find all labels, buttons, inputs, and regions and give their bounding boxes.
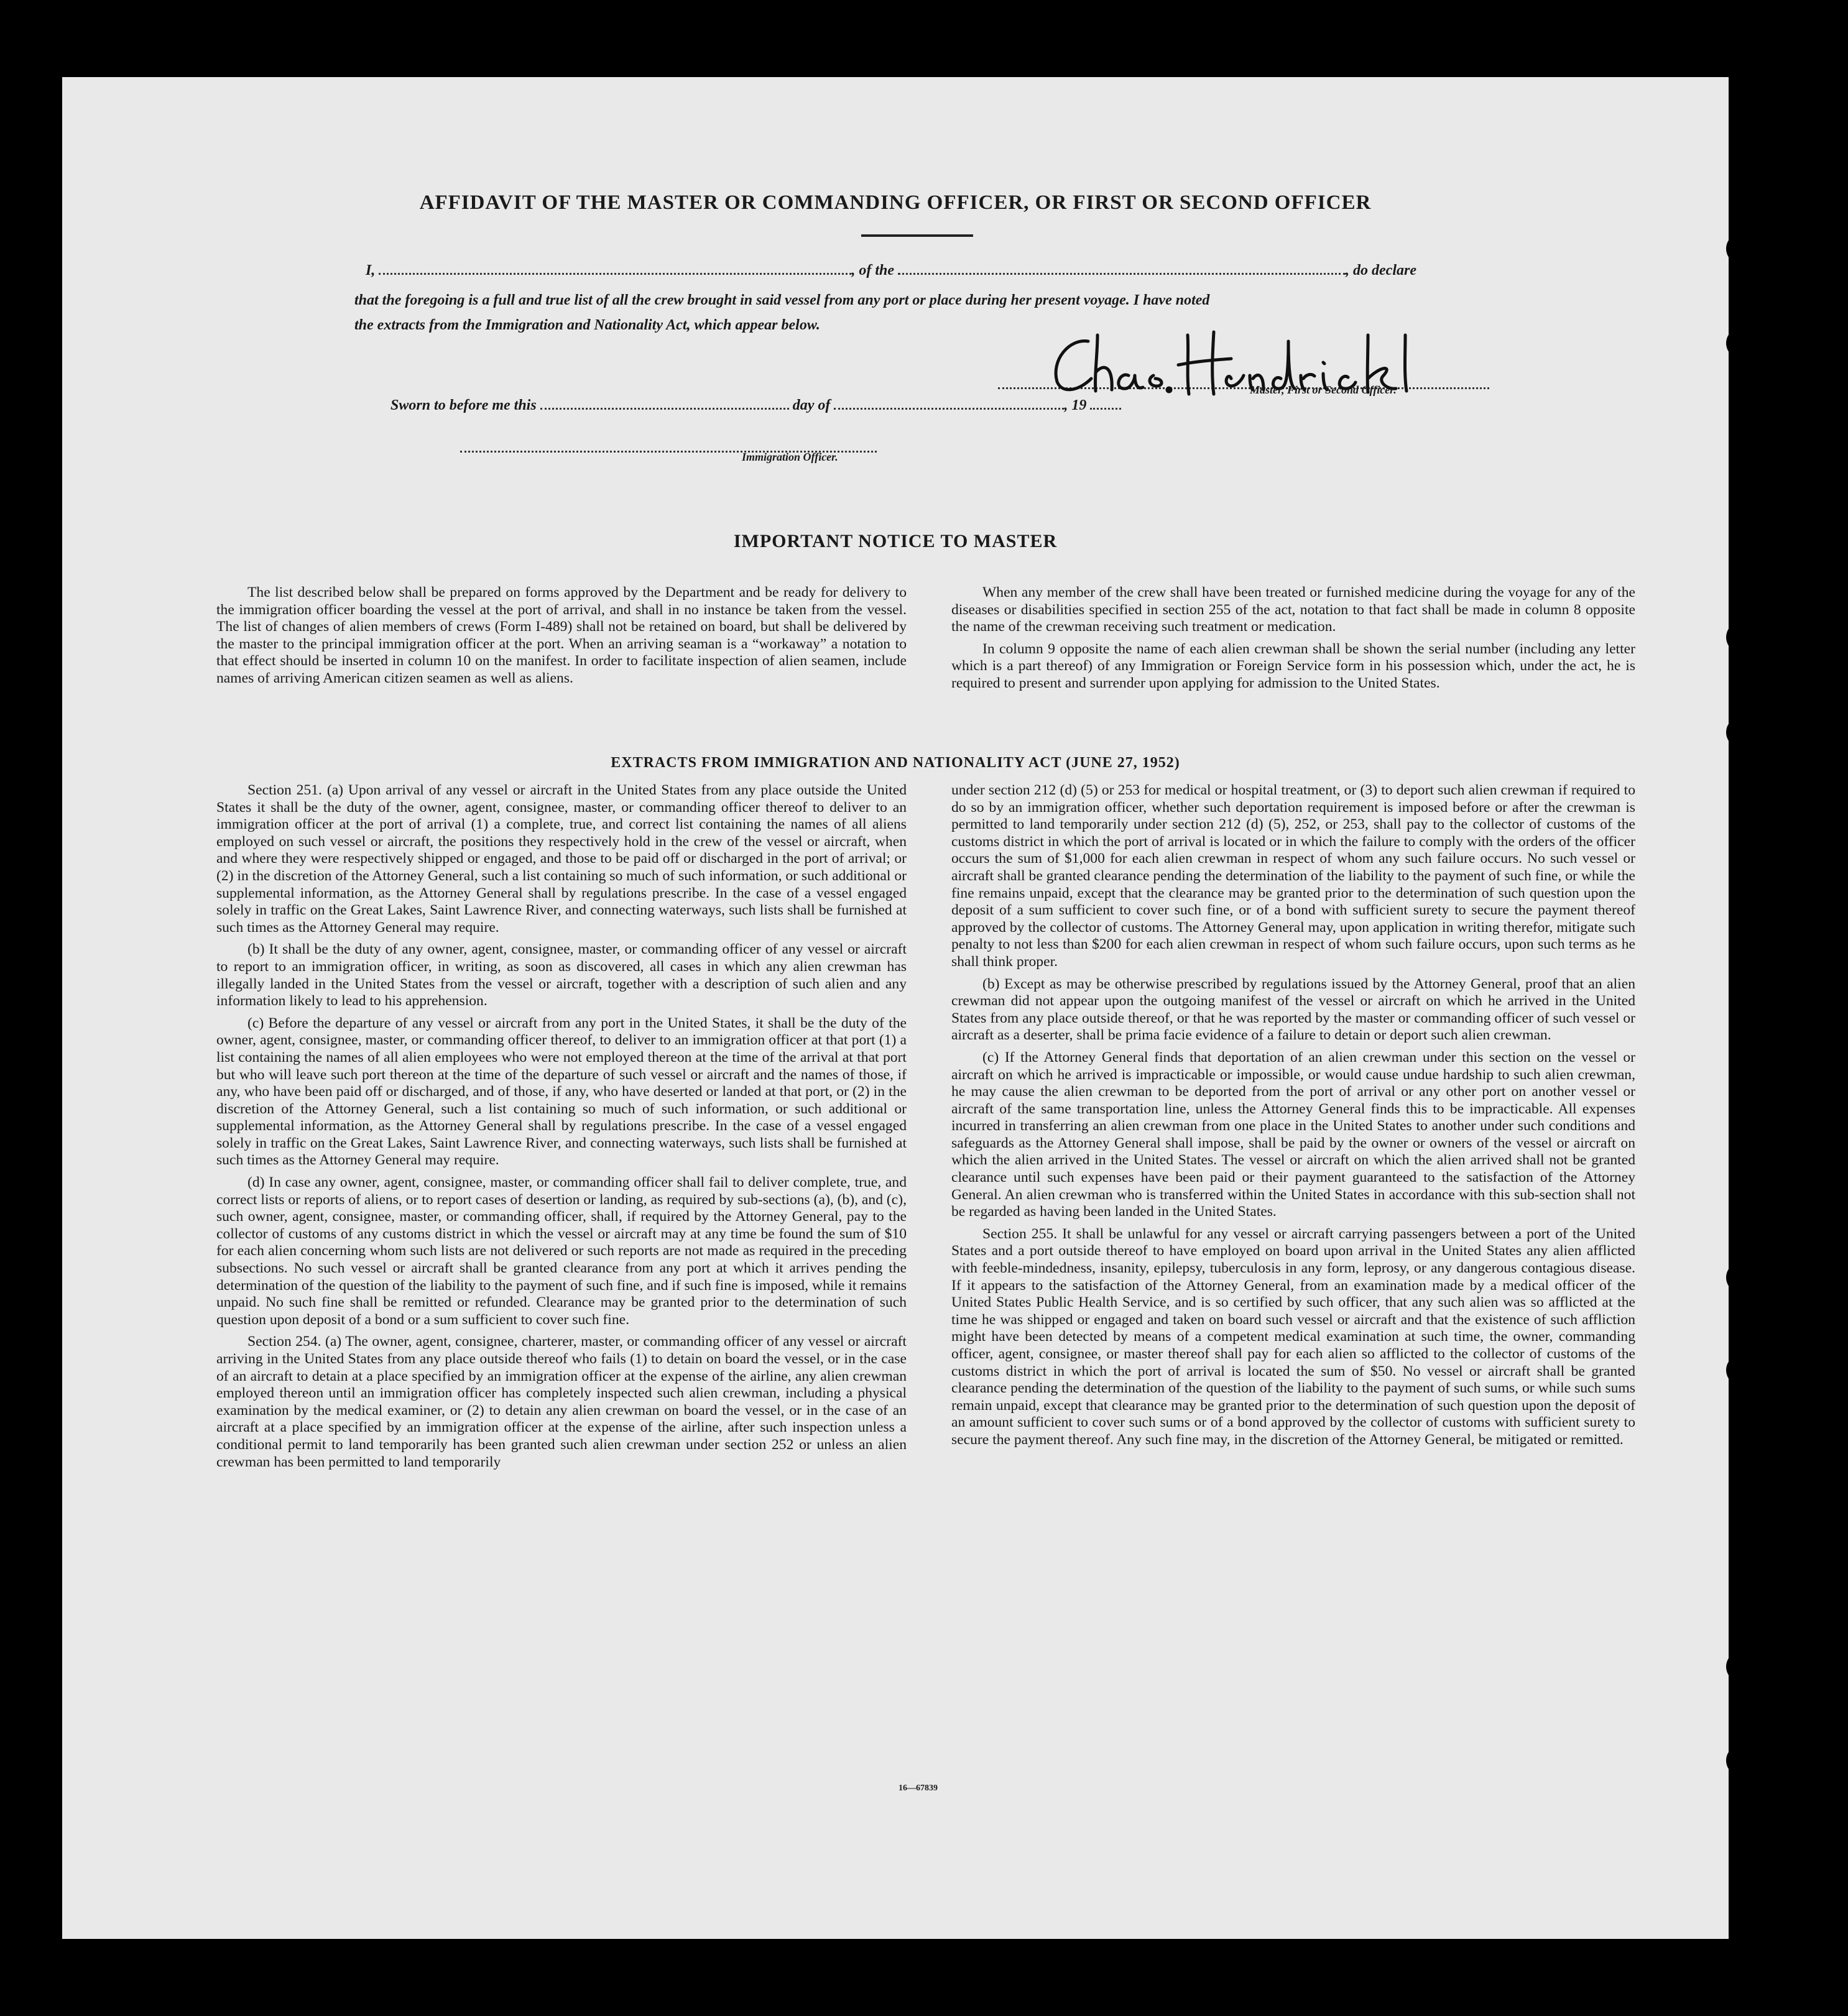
section-251-b: (b) It shall be the duty of any owner, agent, consignee, master, or commanding officer of any vessel or aircraft to report to an immigration officer, in writing, as soon as discovered, all cases in which any alien crewman has illegally landed in the United States from the vessel or aircraft, together with a description of such alien and any information likely to lead to his apprehension. bbox=[216, 941, 907, 1010]
section-254-a-continued: under section 212 (d) (5) or 253 for medical or hospital treatment, or (3) to deport such alien crewman if required to do so by an immigration officer, whether such deportation requirement is imposed before or after the crewman is permitted to land temporarily under section 212 (d) (5), 252, or 253, shall pay to the collector of customs of the customs district in which the port of arrival is located or in which the failure to comply with the orders of the officer occurs the sum of $1,000 for each alien crewman in respect of whom any such failure occurs. No such vessel or aircraft shall be granted clearance pending the determination of the liability to the payment of such fine, or while the fine remains unpaid, except that the clearance may be granted prior to the determination of such question upon the deposit of a sum sufficient to cover such fine, or of a bond with sufficient surety to secure the payment thereof approved by the collector of customs. The Attorney General may, upon application in writing therefor, mitigate such penalty to not less than $200 for each alien crewman in respect of whom such failure occurs, upon such terms as he shall think proper. bbox=[951, 782, 1635, 970]
extracts-title: EXTRACTS FROM IMMIGRATION AND NATIONALITY ACT (JUNE 27, 1952) bbox=[611, 755, 1180, 771]
notice-paragraph: The list described below shall be prepared on forms approved by the Department and be ready for delivery to the immigration officer boarding the vessel at the port of arrival, and shall in no instance be taken from the vessel. The list of changes of alien members of crews (Form I-489) shall not be retained on board, but shall be delivered by the master to the principal immigration officer at the port. When an arriving seaman is a “workaway” a notation to that effect should be inserted in column 10 on the manifest. In order to facilitate inspection of alien seamen, include names of arriving American citizen seamen as well as aliens. bbox=[216, 584, 907, 686]
sworn-row bbox=[390, 397, 1121, 414]
notice-paragraph: In column 9 opposite the name of each alien crewman shall be shown the serial number (including any letter which is a part thereof) of any Immigration or Foreign Service form in his possession which, under the act, he is required to present and surrender upon applying for admission to the United States. bbox=[951, 640, 1635, 691]
section-251-a: Section 251. (a) Upon arrival of any vessel or aircraft in the United States from any place outside the United States it shall be the duty of the owner, agent, consignee, master, or commanding officer thereof to deliver to an immigration officer at the port of arrival (1) a complete, true, and correct list containing the names of all aliens employed on such vessel or aircraft, the positions they respectively hold in the crew of the vessel or aircraft, when and where they were respectively shipped or engaged, and those to be paid off or discharged in the port of arrival; or (2) in the discretion of the Attorney General, such a list containing so much of such information, or such additional or supplemental information, as the Attorney General shall by regulations prescribe. In the case of a vessel engaged solely in traffic on the Great Lakes, Saint Lawrence River, and connecting waterways, such lists shall be furnished at such times as the Attorney General may require. bbox=[216, 782, 907, 936]
notice-title: IMPORTANT NOTICE TO MASTER bbox=[733, 531, 1058, 551]
punch-hole bbox=[1726, 1355, 1757, 1386]
punch-hole bbox=[1726, 1651, 1757, 1682]
document-page bbox=[62, 77, 1729, 1939]
of-the-label: , of the bbox=[851, 262, 895, 278]
section-254-c: (c) If the Attorney General finds that deportation of an alien crewman under this section on the vessel or aircraft on which he arrived is impracticable or impossible, or would cause undue hardship to such alien crewman, he may cause the alien crewman to be deported from the port of arrival or any other port on another vessel or aircraft of the same transportation line, unless the Attorney General finds this to be impracticable. All expenses incurred in transferring an alien crewman from one place in the United States to another under such conditions and safeguards as the Attorney General shall impose, shall be paid by the owner or owners of the vessel or aircraft on which the alien arrived in the United States. The vessel or aircraft on which the alien arrived shall not be granted clearance until such expenses have been paid or their payment guaranteed to the satisfaction of the Attorney General. An alien crewman who is transferred within the United States in accordance with this sub-section shall not be regarded as having been landed in the United States. bbox=[951, 1049, 1635, 1220]
master-signature-label: Master, First or Second Officer. bbox=[1250, 384, 1397, 396]
form-number: 16—67839 bbox=[899, 1784, 938, 1793]
punch-hole bbox=[1726, 622, 1757, 653]
punch-hole bbox=[1726, 717, 1757, 748]
section-254-a: Section 254. (a) The owner, agent, consignee, charterer, master, or commanding officer of any vessel or aircraft arriving in the United States from any place outside thereof who fails (1) to detain on board the vessel, or in the case of an aircraft to detain at a place specified by an immigration officer at the expense of the airline, any alien crewman employed thereon until an immigration officer has completely inspected such alien crewman, including a physical examination by the medical examiner, or (2) to detain any alien crewman on board the vessel, or in the case of an aircraft at a place specified by an immigration officer at the expense of the airline, after such inspection unless a conditional permit to land temporarily has been granted such alien crewman under section 252 or unless an alien crewman has been permitted to land temporarily bbox=[216, 1333, 907, 1470]
declaration-text-line1: that the foregoing is a full and true list of all the crew brought in said vessel from any port or place during her present voyage. I have noted bbox=[354, 292, 1210, 308]
punch-holes bbox=[1726, 0, 1763, 2016]
immigration-officer-label: Immigration Officer. bbox=[742, 451, 838, 463]
punch-hole bbox=[1726, 328, 1757, 359]
section-251-c: (c) Before the departure of any vessel or aircraft from any port in the United States, it shall be the duty of the owner, agent, consignee, master, or commanding officer thereof, to deliver to an immigration officer at that port (1) a list containing the names of all alien employees who were not employed thereon at the time of the arrival at that port but who will leave such port thereon at the time of the departure of such vessel or aircraft and the names of those, if any, who have been paid off or discharged, and of those, if any, who have deserted or landed at that port, or (2) in the discretion of the Attorney General, such a list containing so much of such information, or such additional or supplemental information, as the Attorney General shall by regulations prescribe. In the case of a vessel engaged solely in traffic on the Great Lakes, Saint Lawrence River, and connecting waterways, such lists shall be furnished at such times as the Attorney General may require. bbox=[216, 1015, 907, 1169]
declaration-row bbox=[366, 262, 1634, 279]
affidavit-title: AFFIDAVIT OF THE MASTER OR COMMANDING OFFICER, OR FIRST OR SECOND OFFICER bbox=[419, 191, 1372, 214]
document-content bbox=[62, 77, 1729, 1939]
punch-hole bbox=[1726, 233, 1757, 264]
day-of-label: day of bbox=[792, 397, 831, 413]
year-label: , 19 bbox=[1064, 397, 1087, 413]
i-label: I, bbox=[366, 262, 376, 278]
sworn-label: Sworn to before me this bbox=[390, 397, 537, 413]
extracts-right-column bbox=[951, 782, 1635, 1449]
punch-hole bbox=[1726, 1262, 1757, 1293]
section-255: Section 255. It shall be unlawful for any vessel or aircraft carrying passengers between a port of the United States and a port outside thereof to have employed on board upon arrival in the United States any alien afflicted with feeble-mindedness, insanity, epilepsy, tuberculosis in any form, leprosy, or any dangerous contagious disease. If it appears to the satisfaction of the Attorney General, from an examination made by a medical officer of the United States Public Health Service, and is so certified by such officer, that any such alien was so afflicted at the time he was shipped or engaged and taken on board such vessel or aircraft and that the existence of such affliction might have been detected by means of a competent medical examination at such time, the owner, commanding officer, agent, consignee, or master thereof shall pay for each alien so afflicted to the collector of customs of the customs district in which the port of arrival is located the sum of $50. No vessel or aircraft shall be granted clearance pending the determination of the question of the liability to the payment of such sums, or while such sums remain unpaid, except that clearance may be granted prior to the determination of such question upon the deposit of an amount sufficient to cover such sums or of a bond approved by the collector of customs with sufficient surety to secure the payment thereof. Any such fine may, in the discretion of the Attorney General, be mitigated or remitted. bbox=[951, 1225, 1635, 1448]
section-251-d: (d) In case any owner, agent, consignee, master, or commanding officer shall fail to deliver complete, true, and correct lists or reports of aliens, or to report cases of desertion or landing, as required by sub-sections (a), (b), and (c), such owner, agent, consignee, master, or commanding officer, shall, if required by the Attorney General, pay to the collector of customs of any customs district in which the vessel or aircraft may at any time be found the sum of $10 for each alien concerning whom such lists are not delivered or such reports are not made as required in the preceding subsections. No such vessel or aircraft shall be granted clearance from any port at which it arrives pending the determination of the question of the liability to the payment of such fine, and if such fine is imposed, while it remains unpaid. No such fine shall be remitted or refunded. Clearance may be granted prior to the determination of such question upon deposit of a bond or a sum sufficient to cover such fine. bbox=[216, 1174, 907, 1328]
vessel-blank[interactable] bbox=[898, 262, 1346, 275]
declaration-text-line2: the extracts from the Immigration and Nationality Act, which appear below. bbox=[354, 317, 820, 333]
sworn-year-blank[interactable] bbox=[1090, 397, 1121, 410]
notice-left-column bbox=[216, 584, 907, 688]
sworn-day-blank[interactable] bbox=[540, 397, 789, 410]
punch-hole bbox=[1726, 1745, 1757, 1776]
notice-paragraph: When any member of the crew shall have been treated or furnished medicine during the voyage for any of the diseases or disabilities specified in section 255 of the act, notation to that fact shall be made in column 8 opposite the name of the crewman receiving such treatment or medication. bbox=[951, 584, 1635, 635]
section-254-b: (b) Except as may be otherwise prescribed by regulations issued by the Attorney General, proof that an alien crewman did not appear upon the outgoing manifest of the vessel or aircraft on which he arrived in the United States from any place outside thereof, or that he was reported by the master or commanding officer of such vessel or aircraft as a deserter, shall be prima facie evidence of a failure to detain or deport such alien crewman. bbox=[951, 975, 1635, 1044]
extracts-left-column bbox=[216, 782, 907, 1471]
notice-right-column bbox=[951, 584, 1635, 693]
name-blank[interactable] bbox=[379, 262, 851, 275]
sworn-month-blank[interactable] bbox=[834, 397, 1064, 410]
title-rule bbox=[861, 234, 973, 237]
do-declare-label: , do declare bbox=[1346, 262, 1416, 278]
